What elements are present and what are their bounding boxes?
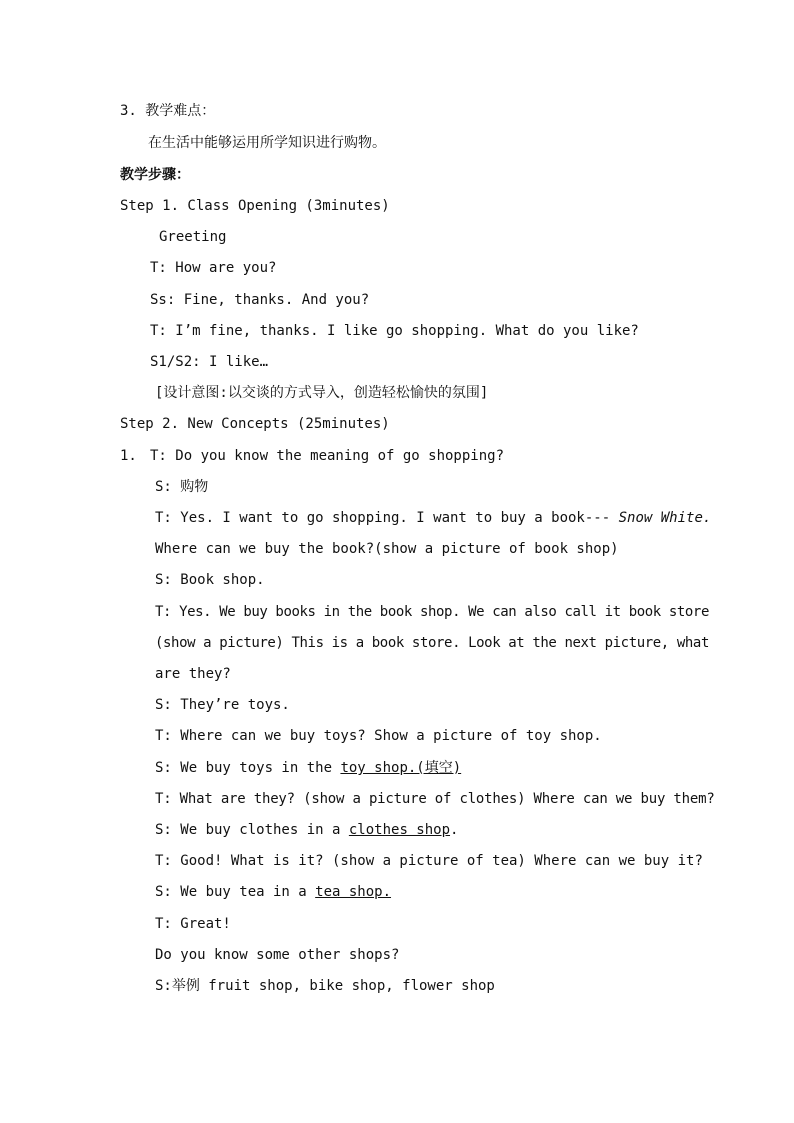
dialogue-line (155, 758, 461, 778)
step-1-title: Step 1. Class Opening (3minutes) (120, 198, 390, 214)
dialogue-line: T: Yes. We buy books in the book shop. We can also call it book store (155, 604, 709, 620)
step-1-line: Ss: Fine, thanks. And you? (150, 292, 370, 308)
dialogue-line: S: Book shop. (155, 572, 265, 588)
dialogue-line (155, 882, 391, 902)
dialogue-text: . (450, 822, 459, 838)
dialogue-text: S: We buy tea in a (155, 884, 316, 900)
dialogue-line: T: Great! (155, 916, 231, 932)
dialogue-line: are they? (155, 666, 231, 682)
step-1-line: T: I’m fine, thanks. I like go shopping. What do you like? (150, 323, 639, 339)
dialogue-line: T: Where can we buy toys? Show a picture of toy shop. (155, 728, 602, 744)
list-number: 1. (120, 448, 137, 464)
dialogue-line: Do you know some other shops? (155, 947, 400, 963)
dialogue-line (155, 820, 458, 840)
dialogue-line: T: What are they? (show a picture of clothes) Where can we buy them? (155, 791, 715, 807)
dialogue-line: S: 购物 (155, 479, 209, 495)
section-3-content: 在生活中能够运用所学知识进行购物。 (148, 135, 386, 151)
dialogue-text: S: We buy clothes in a (155, 822, 349, 838)
dialogue-line: S: They’re toys. (155, 697, 290, 713)
underlined-answer: toy shop.(填空) (340, 760, 462, 776)
step-1-line: S1/S2: I like… (150, 354, 269, 370)
step-2-title: Step 2. New Concepts (25minutes) (120, 416, 390, 432)
book-title-italic: Snow White. (618, 510, 712, 526)
dialogue-line: T: Do you know the meaning of go shopping? (150, 448, 505, 464)
dialogue-line: (show a picture) This is a book store. Look at the next picture, what (155, 635, 709, 651)
step-1-line: T: How are you? (150, 260, 277, 276)
dialogue-line: Where can we buy the book?(show a picture of book shop) (155, 541, 619, 557)
underlined-answer: tea shop. (315, 884, 392, 900)
dialogue-line: S:举例 fruit shop, bike shop, flower shop (155, 978, 495, 994)
section-3-heading: 3. 教学难点： (120, 103, 216, 119)
dialogue-line (155, 508, 711, 528)
dialogue-text: T: Yes. I want to go shopping. I want to buy a book--- (155, 510, 619, 526)
dialogue-line: T: Good! What is it? (show a picture of tea) Where can we buy it? (155, 853, 703, 869)
dialogue-text: S: We buy toys in the (155, 760, 341, 776)
design-intent-note: [设计意图:以交谈的方式导入，创造轻松愉快的氛围] (155, 385, 489, 401)
underlined-answer: clothes shop (348, 822, 451, 838)
step-1-greeting: Greeting (159, 229, 227, 245)
steps-heading: 教学步骤： (120, 167, 190, 183)
